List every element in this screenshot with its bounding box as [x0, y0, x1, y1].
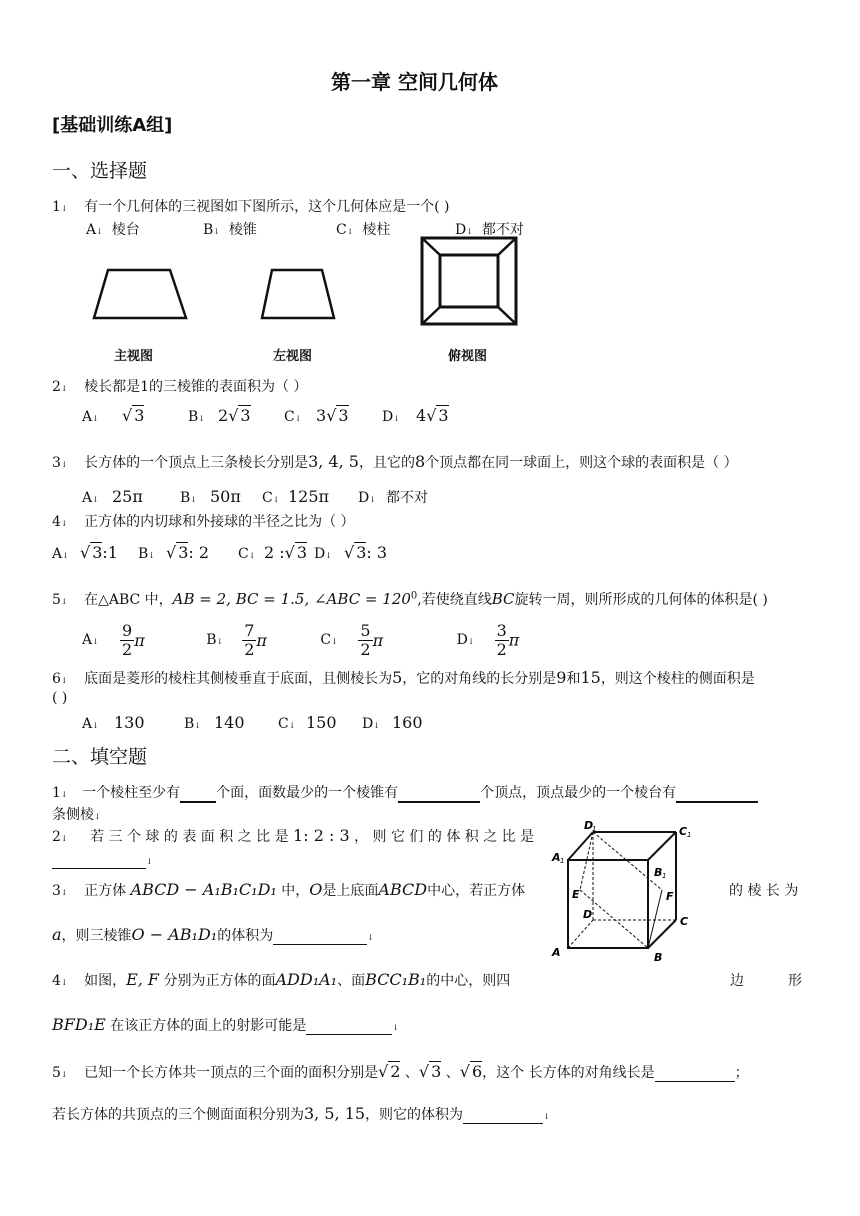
- label-B: B: [654, 951, 663, 964]
- q2-options: A↓ √ 3 B↓ 2√ 3 C↓ 3√ 3 D↓ 4√ 3: [82, 406, 449, 425]
- cube-figure: [548, 818, 708, 970]
- question-5: 5↓ 在△ABC 中，AB = 2, BC = 1.5, ∠ABC = $120^0$,若使绕直线BC旋转一周，则所形成的几何体的体积是( ): [52, 590, 768, 608]
- q4-options: A↓ √ 3:1 B↓ √ 3: 2 C↓ 2 :√ 3 D↓ √ 3: 3: [52, 543, 388, 562]
- question-number: 1: [52, 199, 61, 215]
- fill-question-1-cont: 条侧棱↓: [52, 807, 101, 823]
- answer-blank[interactable]: [463, 1107, 543, 1124]
- option-a: A↓ 棱台: [86, 222, 140, 238]
- option-b: B↓ 棱锥: [203, 222, 257, 238]
- front-view-figure: [90, 266, 190, 322]
- side-view-figure: [258, 266, 338, 322]
- fill-question-3-cont: a，则三棱锥O − AB₁D₁的体积为 ↓: [52, 925, 374, 944]
- fill-question-3: 3↓ 正方体 ABCD − A₁B₁C₁D₁ 中，O是上底面ABCD中心，若正方体: [52, 880, 526, 899]
- question-6-paren: ( ): [52, 690, 68, 706]
- fill-question-1: 1↓ 一个棱柱至少有 个面，面数最少的一个棱锥有 个顶点，顶点最少的一个棱台有: [52, 782, 758, 803]
- label-B1: B: [654, 866, 663, 879]
- fill-question-2-blank: ↓: [52, 852, 153, 869]
- option-c: C↓ 棱柱: [336, 222, 391, 238]
- group-heading: [基础训练A组]: [52, 115, 173, 136]
- question-text: 有一个几何体的三视图如下图所示，这个几何体应是一个( ): [84, 199, 450, 215]
- answer-blank[interactable]: [180, 785, 216, 803]
- svg-text:1: 1: [592, 825, 597, 833]
- caption-side-view: 左视图: [273, 349, 313, 364]
- label-A1: A: [552, 851, 561, 864]
- answer-blank[interactable]: [655, 1065, 735, 1082]
- answer-blank[interactable]: [398, 785, 480, 803]
- page-title: 第一章 空间几何体: [331, 70, 498, 94]
- fill-question-4-right-b: 形: [788, 973, 802, 989]
- fill-question-4-right-a: 边: [730, 973, 744, 989]
- label-E: E: [572, 888, 580, 901]
- fill-question-5: 5↓ 已知一个长方体共一顶点的三个面的面积分别是√ 2 、√ 3 、√ 6，这个 长方体的对角线长是 ；: [52, 1062, 749, 1081]
- svg-text:1: 1: [687, 831, 692, 839]
- section-heading-choice: 一、选择题: [52, 160, 148, 182]
- svg-text:1: 1: [560, 857, 565, 865]
- answer-blank[interactable]: [676, 785, 758, 803]
- label-D1: D: [584, 819, 594, 832]
- answer-blank[interactable]: [52, 852, 146, 869]
- question-6: 6↓ 底面是菱形的棱柱其侧棱垂直于底面，且侧棱长为5，它的对角线的长分别是9和15，则这个棱柱的侧面积是: [52, 668, 755, 687]
- label-A: A: [552, 946, 561, 959]
- fill-question-2: 2↓ 若 三 个 球 的 表 面 积 之 比 是 1: 2 : 3 ， 则 它 们 的 体 积 之 比 是: [52, 826, 535, 845]
- label-C: C: [680, 915, 689, 928]
- fill-question-4: 4↓ 如图，E, F 分别为正方体的面ADD₁A₁、面BCC₁B₁的中心，则四: [52, 970, 511, 989]
- q5-options: A↓ $\frac{9}{2}$ π B↓ $\frac{7}{2}$ π C↓ $\frac{5}{2}$ π D↓ $\frac{3}{2}$ π: [82, 621, 520, 659]
- svg-text:1: 1: [662, 872, 667, 880]
- fill-question-4-cont: BFD₁E 在该正方体的面上的射影可能是 ↓: [52, 1015, 399, 1034]
- q3-options: A↓ 25π B↓ 50π C↓ 125π D↓ 都不对: [82, 487, 428, 506]
- section-heading-fill: 二、填空题: [52, 746, 148, 768]
- fill-question-3-right: 的 棱 长 为: [729, 883, 799, 899]
- answer-blank[interactable]: [273, 928, 367, 945]
- question-1: 1↓ 有一个几何体的三视图如下图所示，这个几何体应是一个( ): [52, 199, 450, 215]
- question-4: 4↓ 正方体的内切球和外接球的半径之比为（ ）: [52, 514, 355, 530]
- caption-top-view: 俯视图: [448, 349, 488, 364]
- q6-options: A↓ 130 B↓ 140 C↓ 150 D↓ 160: [82, 713, 423, 732]
- top-view-figure: [420, 236, 520, 328]
- label-C1: C: [679, 825, 688, 838]
- caption-front-view: 主视图: [114, 349, 154, 364]
- question-3: 3↓ 长方体的一个顶点上三条棱长分别是3, 4, 5，且它的8个顶点都在同一球面上，则这个球的表面积是（ ）: [52, 452, 738, 471]
- option-d: D↓ 都不对: [455, 222, 524, 238]
- question-2: 2↓ 棱长都是1的三棱锥的表面积为（ ）: [52, 379, 308, 395]
- answer-blank[interactable]: [306, 1018, 392, 1035]
- fill-question-5-cont: 若长方体的共顶点的三个侧面面积分别为3, 5, 15，则它的体积为 ↓: [52, 1104, 550, 1123]
- label-F: F: [666, 890, 674, 903]
- label-D: D: [583, 908, 593, 921]
